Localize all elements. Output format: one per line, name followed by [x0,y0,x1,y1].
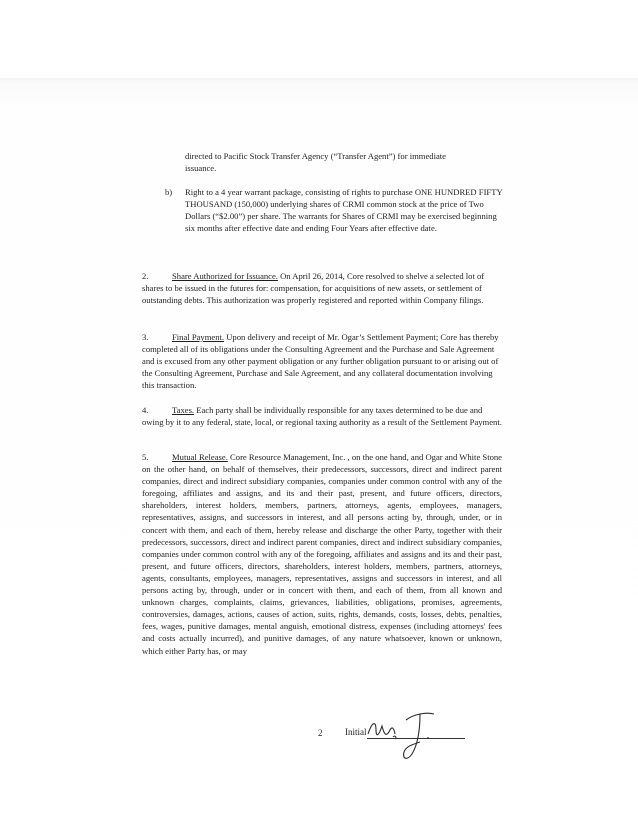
section-4 [142,404,502,428]
section-3-number: 3. [142,332,149,342]
section-5-heading: Mutual Release. [172,452,228,462]
section-5-number: 5. [142,452,149,462]
section-3-heading: Final Payment. [172,332,225,342]
page-number: 2 [318,728,323,738]
item-b-text: Right to a 4 year warrant package, consisting of rights to purchase ONE HUNDRED FIFTY THOUSAND (150,000) underlying shares of CRMI common stock at the price of Two Dollars (“$2.00”) per share. The warrants for Shares of CRMI may be exercised beginning six months after effective date and ending Four Years after effective date. [185,187,503,234]
section-2-number: 2. [142,271,149,281]
section-3 [142,331,502,391]
section-4-body: Each party shall be individually responsible for any taxes determined to be due and owing by it to any federal, state, local, or regional taxing authority as a result of the Settlement Payment. [142,405,502,428]
initial-label: Initial [345,727,367,737]
section-5-body: Core Resource Management, Inc. , on the one hand, and Ogar and White Stone on the other hand, on behalf of themselves, their predecessors, successors, direct and indirect parent companies, direct and indirect subsidiary companies, companies under common control with any of the foregoing, affiliates and assigns, and its and their past, present, and future officers, directors, shareholders, interest holders, members, partners, attorneys, agents, employees, managers, representatives, assigns, and successors in interest, and all persons acting by, through, under, or in concert with them, and each of them, hereby release and discharge the other Party, together with their predecessors, successors, direct and indirect parent companies, direct and indirect subsidiary companies, companies under common control with any of the foregoing, affiliates and assigns and its and their past, present, and future officers, directors, shareholders, interest holders, members, partners, attorneys, agents, consultants, employees, managers, representatives, assigns and successors in interest, and all persons acting by, through, under or in concert with them, and each of them, from all known and unknown charges, complaints, claims, grievances, liabilities, obligations, promises, agreements, controversies, damages, actions, causes of action, suits, rights, demands, costs, losses, debts, penalties, fees, wages, punitive damages, mental anguish, emotional distress, expenses (including attorneys' fees and costs actually incurred), and punitive damages, of any nature whatsoever, known or unknown, which either Party has, or may [142,452,502,656]
continuation-paragraph [185,150,505,174]
section-2-body: On April 26, 2014, Core resolved to shelve a selected lot of shares to be issued in the futures for: compensation, for acquisitions of new assets, or settlement of outstanding debts. This authorization was properly registered and reported within Company filings. [142,271,485,306]
section-2 [142,270,500,306]
section-2-heading: Share Authorized for Issuance. [172,271,278,281]
section-4-heading: Taxes. [172,405,195,415]
section-3-body: Upon delivery and receipt of Mr. Ogar’s Settlement Payment; Core has thereby completed all of its obligations under the Consulting Agreement and the Purchase and Sale Agreement and is excused from any other payment obligation or any further obligation pursuant to or arising out of the Consulting Agreement, Purchase and Sale Agreement, and any collateral documentation involving this transaction. [142,332,499,391]
continuation-line-2: issuance. [185,163,217,174]
item-b-label: b) [165,187,173,197]
section-4-number: 4. [142,405,149,415]
continuation-line-1: directed to Pacific Stock Transfer Agency (“Transfer Agent”) for immediate [185,151,447,161]
section-5 [142,451,502,657]
handwritten-initials [362,704,442,764]
